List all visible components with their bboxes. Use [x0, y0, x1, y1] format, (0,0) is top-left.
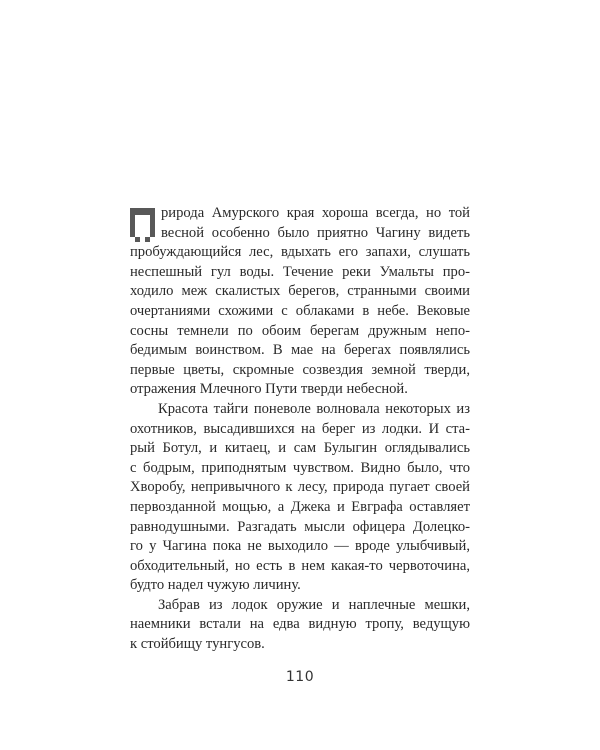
paragraph-line: охотников, высадившихся на берег из лодки. И ста-	[130, 420, 470, 437]
paragraph-2	[130, 400, 470, 596]
paragraph-line: ходило меж скалистых берегов, странными своими	[130, 283, 470, 300]
page-number: 110	[285, 669, 315, 685]
paragraph-line: наемники встали на едва видную тропу, ведущую	[130, 616, 470, 633]
paragraph-line: пробуждающийся лес, вдыхать его запахи, слушать	[130, 244, 470, 261]
paragraph-line: очертаниями схожими с облаками в небе. Вековые	[130, 302, 470, 319]
paragraph-line: первые цветы, скромные созвездия земной тверди,	[130, 361, 470, 378]
paragraph-1	[130, 204, 470, 400]
paragraph-line: неспешный гул воды. Течение реки Умальты про-	[130, 263, 470, 280]
paragraph-line: рый Ботул, и китаец, и сам Булыгин оглядывались	[130, 440, 470, 457]
paragraph-line: Хворобу, непривычного к лесу, природа пугает своей	[130, 479, 470, 496]
paragraph-line: отражения Млечного Пути тверди небесной.	[130, 381, 408, 398]
paragraph-line: сосны темнели по обоим берегам дружным непо-	[130, 322, 470, 339]
paragraph-line: бедимым воинством. В мае на берегах появлялись	[130, 342, 470, 359]
paragraph-line: первозданной мощью, а Джека и Евграфа оставляет	[130, 498, 470, 515]
paragraph-line: рирода Амурского края хороша всегда, но той	[161, 205, 470, 221]
paragraph-line: будто надел чужую личину.	[130, 577, 301, 594]
body-text	[130, 204, 470, 655]
paragraph-line: к стойбищу тунгусов.	[130, 636, 265, 653]
paragraph-line: Забрав из лодок оружие и наплечные мешки,	[158, 596, 470, 613]
paragraph-line: Красота тайги поневоле волновала некоторых из	[158, 400, 470, 417]
paragraph-line: обходительный, но есть в нем какая-то червоточина,	[130, 557, 470, 574]
paragraph-line: равнодушными. Разгадать мысли офицера Долецко-	[130, 518, 470, 535]
paragraph-3	[130, 596, 470, 655]
dropcap-letter	[130, 208, 155, 242]
paragraph-line: го у Чагина пока не выходило — вроде улыбчивый,	[130, 538, 470, 555]
paragraph-line: весной особенно было приятно Чагину видеть	[161, 224, 470, 241]
paragraph-line: с бодрым, приподнятым чувством. Видно было, что	[130, 459, 470, 476]
